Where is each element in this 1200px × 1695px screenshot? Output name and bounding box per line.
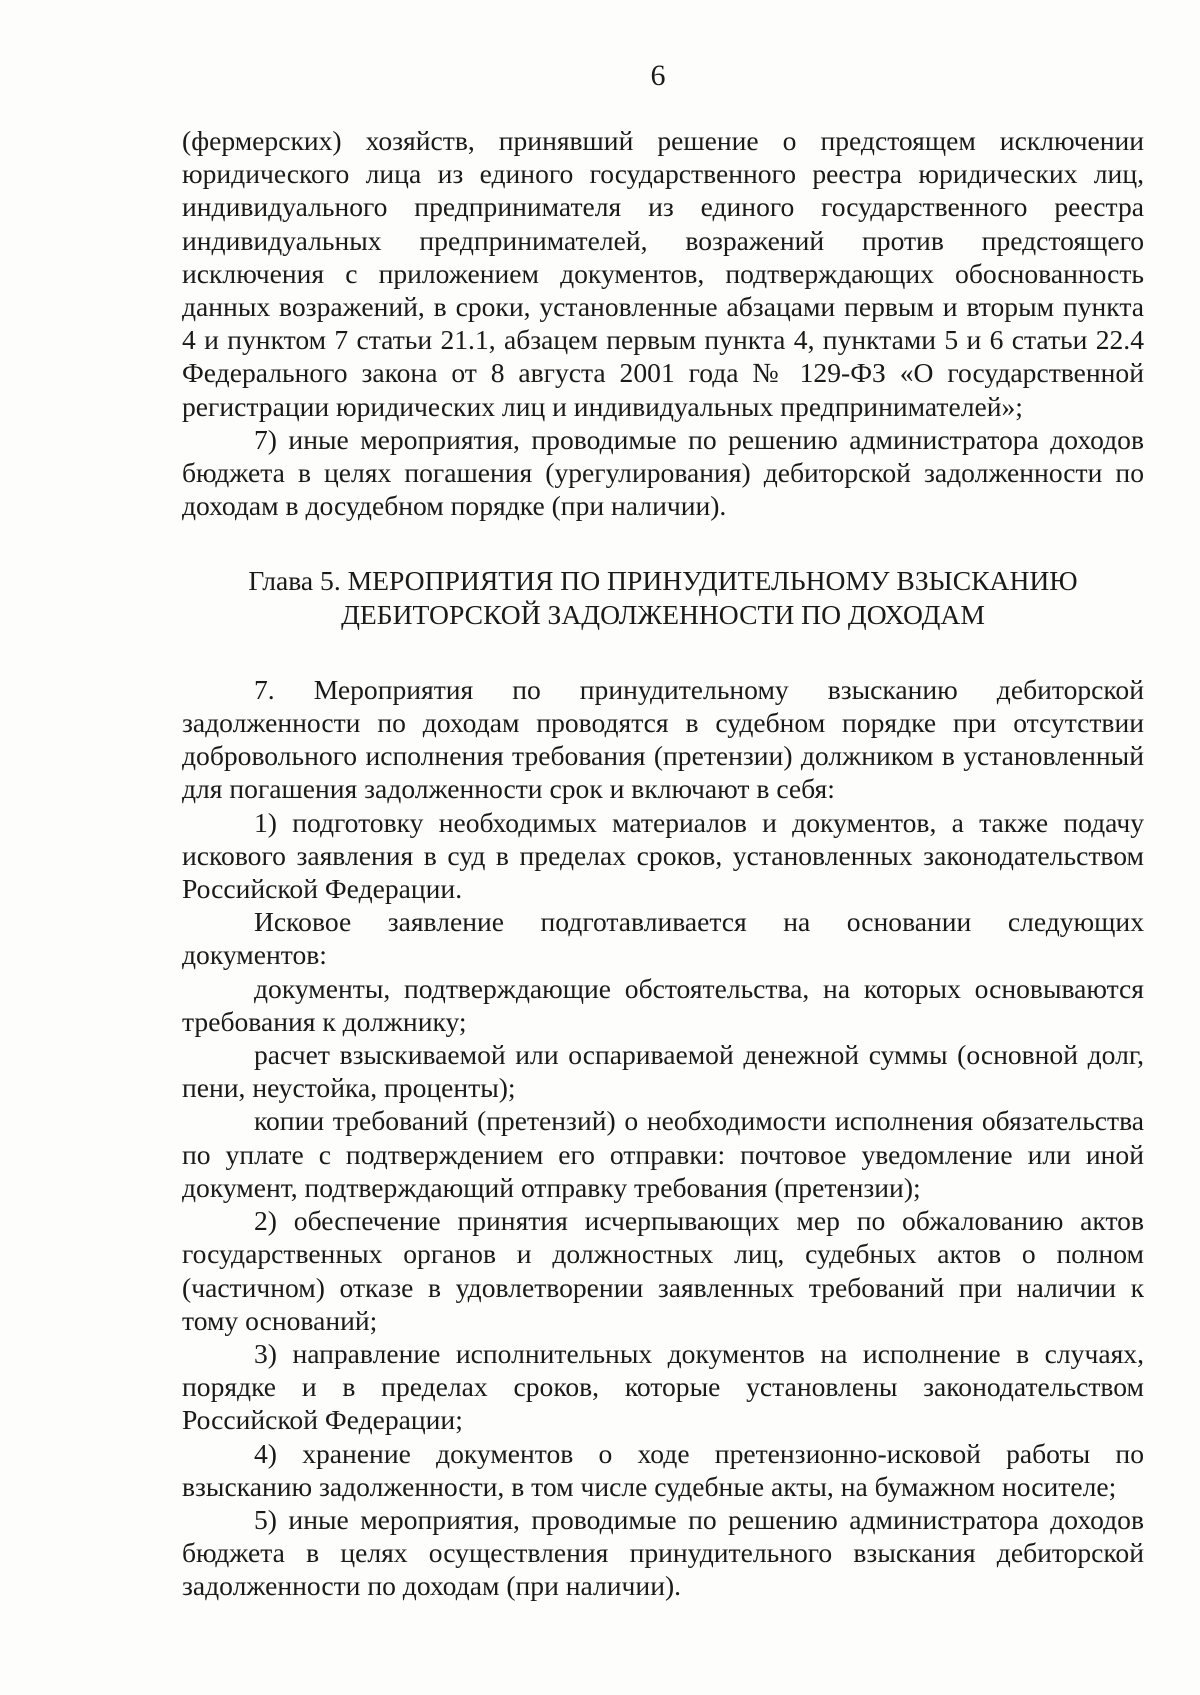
chapter-heading — [182, 564, 1144, 630]
paragraph: 4) хранение документов о ходе претензионно-исковой работы по взысканию задолженности, в том числе судебные акты, на бумажном носителе; — [182, 1437, 1144, 1502]
bottom-section — [182, 673, 1144, 1603]
chapter-heading-line: ДЕБИТОРСКОЙ ЗАДОЛЖЕННОСТИ ПО ДОХОДАМ — [341, 598, 985, 630]
paragraph: 2) обеспечение принятия исчерпывающих мер по обжалованию актов государственных органов и должностных лиц, судебных актов о полном (частичном) отказе в удовлетворении заявленных требований при наличии к тому оснований; — [182, 1205, 1144, 1336]
paragraph: Исковое заявление подготавливается на основании следующих документов: — [182, 906, 1144, 971]
top-section — [182, 124, 1144, 522]
paragraph: 7. Мероприятия по принудительному взысканию дебиторской задолженности по доходам проводятся в судебном порядке при отсутствии добровольного исполнения требования (претензии) должником в установленный для погашения задолженности срок и включают в себя: — [182, 673, 1144, 805]
paragraph: расчет взыскиваемой или оспариваемой денежной суммы (основной долг, пени, неустойка, проценты); — [182, 1039, 1144, 1104]
chapter-heading-line: Глава 5. МЕРОПРИЯТИЯ ПО ПРИНУДИТЕЛЬНОМУ ВЗЫСКАНИЮ — [248, 565, 1078, 597]
paragraph: 7) иные мероприятия, проводимые по решению администратора доходов бюджета в целях погашения (урегулирования) дебиторской задолженности по доходам в досудебном порядке (при наличии). — [182, 423, 1144, 522]
paragraph: 1) подготовку необходимых материалов и документов, а также подачу искового заявления в суд в пределах сроков, установленных законодательством Российской Федерации. — [182, 806, 1144, 905]
paragraph: (фермерских) хозяйств, принявший решение о предстоящем исключении юридического лица из единого государственного реестра юридических лиц, индивидуального предпринимателя из единого государственного реестра индивидуальных предпринимателей, возражений против предстоящего исключения с приложением документов, подтверждающих обоснованность данных возражений, в сроки, установленные абзацами первым и вторым пункта 4 и пунктом 7 статьи 21.1, абзацем первым пункта 4, пунктами 5 и 6 статьи 22.4 Федерального закона от 8 августа 2001 года № 129-ФЗ «О государственной регистрации юридических лиц и индивидуальных предпринимателей»; — [182, 125, 1144, 422]
paragraph: копии требований (претензий) о необходимости исполнения обязательства по уплате с подтверждением его отправки: почтовое уведомление или иной документ, подтверждающий отправку требования (претензии); — [182, 1105, 1144, 1203]
paragraph: документы, подтверждающие обстоятельства, на которых основываются требования к должнику; — [182, 972, 1144, 1037]
paragraph: 5) иные мероприятия, проводимые по решению администратора доходов бюджета в целях осуществления принудительного взыскания дебиторской задолженности по доходам (при наличии). — [182, 1503, 1144, 1602]
page-number: 6 — [650, 59, 666, 92]
document-body — [182, 124, 1144, 1603]
paragraph: 3) направление исполнительных документов на исполнение в случаях, порядке и в пределах сроков, которые установлены законодательством Российской Федерации; — [182, 1337, 1144, 1436]
